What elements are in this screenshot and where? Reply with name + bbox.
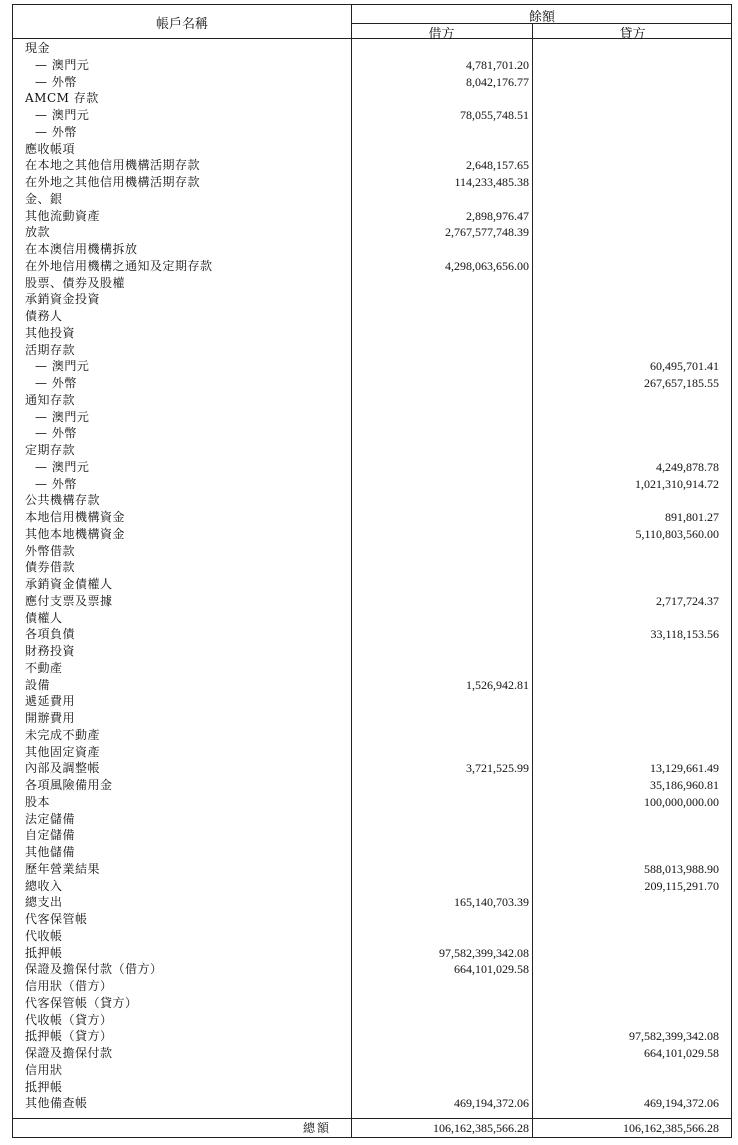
- account-name: 在本澳信用機構拆放: [25, 242, 138, 256]
- account-name: 抵押帳: [25, 1079, 63, 1094]
- account-name: 通知存款: [25, 392, 76, 407]
- table-row: [13, 1079, 731, 1096]
- account-name: — 外幣: [35, 476, 77, 491]
- table-row: [13, 626, 731, 643]
- debit-amount: 1,526,942.81: [466, 677, 529, 692]
- account-name: 不動產: [25, 660, 63, 675]
- account-name: 信用狀: [25, 1062, 63, 1077]
- table-row: [13, 760, 731, 777]
- credit-amount: 469,194,372.06: [644, 1096, 719, 1111]
- table-row: [13, 442, 731, 459]
- table-row: [13, 945, 731, 962]
- table-row: [13, 576, 731, 593]
- table-row: [13, 124, 731, 141]
- table-row: [13, 1095, 731, 1112]
- account-name: 保證及擔保付款（借方）: [25, 962, 163, 977]
- account-name: 代收帳: [25, 928, 63, 943]
- table-row: [13, 492, 731, 509]
- account-name: 應付支票及票據: [25, 593, 113, 608]
- account-name: 應收帳項: [25, 141, 76, 156]
- table-row: [13, 291, 731, 308]
- table-row: [13, 559, 731, 576]
- debit-amount: 2,648,157.65: [466, 158, 529, 173]
- table-row: [13, 928, 731, 945]
- account-name: — 外幣: [35, 376, 77, 390]
- account-name: — 澳門元: [35, 359, 90, 374]
- account-name: 信用狀（借方）: [25, 979, 113, 993]
- account-name: 本地信用機構資金: [25, 510, 126, 524]
- debit-amount: 165,140,703.39: [454, 895, 529, 910]
- account-name: 代收帳（貸方）: [25, 1012, 113, 1027]
- table-row: [13, 827, 731, 844]
- table-row: [13, 74, 731, 91]
- debit-amount: 3,721,525.99: [466, 761, 529, 776]
- account-name: 遞延費用: [25, 694, 76, 709]
- credit-amount: 60,495,701.41: [650, 359, 719, 374]
- account-name: 各項風險備用金: [25, 778, 113, 792]
- table-row: [13, 476, 731, 493]
- table-row: [13, 208, 731, 225]
- account-name: 外幣借款: [25, 543, 76, 558]
- table-row: [13, 794, 731, 811]
- account-name-header: 帳戶名稱: [155, 17, 208, 32]
- account-name: 代客保管帳: [25, 912, 88, 926]
- table-row: [13, 57, 731, 74]
- account-name: 其他流動資產: [25, 208, 101, 223]
- debit-amount: 4,298,063,656.00: [445, 258, 529, 273]
- debit-amount: 8,042,176.77: [466, 74, 529, 89]
- table-row: [13, 844, 731, 861]
- table-row: [13, 777, 731, 794]
- credit-amount: 1,021,310,914.72: [635, 476, 719, 491]
- debit-amount: 78,055,748.51: [460, 108, 529, 122]
- account-name: 財務投資: [25, 644, 76, 658]
- account-name: — 外幣: [35, 124, 77, 139]
- total-label: 總額: [303, 1121, 332, 1135]
- account-name: 保證及擔保付款: [25, 1046, 113, 1060]
- table-row: [13, 677, 731, 694]
- account-name: AMCM 存款: [25, 91, 99, 106]
- table-row: [13, 392, 731, 409]
- account-name: — 澳門元: [35, 57, 90, 72]
- credit-amount: 5,110,803,560.00: [635, 526, 719, 541]
- account-name: 在外地之其他信用機構活期存款: [25, 175, 201, 189]
- account-name: 債券借款: [25, 560, 76, 575]
- account-name: — 外幣: [35, 426, 77, 441]
- account-name: 活期存款: [25, 342, 76, 357]
- credit-header: 貸方: [619, 27, 646, 42]
- table-row: [13, 1012, 731, 1029]
- credit-amount: 664,101,029.58: [644, 1046, 719, 1060]
- account-name: 歷年營業結果: [25, 861, 101, 876]
- account-name: 股票、債券及股權: [25, 275, 126, 290]
- account-name: 開辦費用: [25, 711, 76, 725]
- debit-amount: 469,194,372.06: [454, 1096, 529, 1111]
- account-name: 債權人: [25, 610, 63, 625]
- account-name: 承銷資金債權人: [25, 577, 113, 591]
- debit-amount: 2,898,976.47: [466, 208, 529, 223]
- credit-amount: 33,118,153.56: [650, 627, 719, 642]
- account-name: 放款: [25, 225, 51, 240]
- table-row: [13, 660, 731, 677]
- account-name: 總支出: [25, 895, 63, 910]
- table-row: [13, 710, 731, 727]
- table-row: [13, 693, 731, 710]
- account-name: 法定儲備: [25, 811, 76, 826]
- table-row: [13, 224, 731, 241]
- table-row: [13, 275, 731, 292]
- total-debit: 106,162,385,566.28: [433, 1121, 529, 1135]
- credit-amount: 209,115,291.70: [644, 878, 719, 893]
- account-name: 其他儲備: [25, 845, 76, 859]
- account-name: 在外地信用機構之通知及定期存款: [25, 258, 213, 273]
- table-row: [13, 610, 731, 627]
- balance-header: 餘額: [528, 10, 555, 25]
- account-name: 自定儲備: [25, 828, 76, 843]
- table-row: [13, 543, 731, 560]
- credit-amount: 35,186,960.81: [650, 778, 719, 792]
- table-row: [13, 157, 731, 174]
- table-row: [13, 894, 731, 911]
- table-row: [13, 509, 731, 526]
- table-row: [13, 174, 731, 191]
- account-name: 現金: [25, 41, 51, 55]
- account-name: 抵押帳: [25, 945, 63, 960]
- table-row: [13, 325, 731, 342]
- table-row: [13, 811, 731, 828]
- credit-amount: 267,657,185.55: [644, 376, 719, 390]
- table-row: [13, 878, 731, 895]
- table-row: [13, 358, 731, 375]
- credit-amount: 4,249,878.78: [656, 459, 719, 474]
- table-row: [13, 375, 731, 392]
- debit-amount: 114,233,485.38: [454, 175, 529, 189]
- debit-amount: 4,781,701.20: [466, 57, 529, 72]
- debit-amount: 664,101,029.58: [454, 962, 529, 977]
- account-name: 承銷資金投資: [25, 292, 101, 307]
- account-name: 總收入: [25, 878, 63, 893]
- account-name: 債務人: [25, 309, 63, 323]
- table-row: [13, 258, 731, 275]
- account-name: 其他備查帳: [25, 1096, 88, 1111]
- debit-amount: 2,767,577,748.39: [445, 225, 529, 240]
- account-name: 內部及調整帳: [25, 761, 101, 776]
- account-name: 金、銀: [25, 191, 63, 206]
- credit-amount: 2,717,724.37: [656, 593, 719, 608]
- table-row: [13, 409, 731, 426]
- account-name: 其他固定資產: [25, 744, 101, 759]
- account-name: — 澳門元: [35, 459, 90, 474]
- table-row: [13, 744, 731, 761]
- account-name: 其他本地機構資金: [25, 526, 126, 541]
- debit-header: 借方: [428, 27, 455, 42]
- credit-amount: 97,582,399,342.08: [629, 1029, 719, 1044]
- account-name: 抵押帳（貸方）: [25, 1029, 113, 1044]
- table-row: [13, 727, 731, 744]
- credit-amount: 891,801.27: [665, 510, 719, 524]
- account-name: — 澳門元: [35, 409, 90, 424]
- account-name: — 外幣: [35, 74, 77, 89]
- table-row: [13, 191, 731, 208]
- total-credit: 106,162,385,566.28: [623, 1121, 719, 1135]
- table-row: [13, 593, 731, 610]
- table-row: [13, 1062, 731, 1079]
- balance-sheet-table: [12, 4, 732, 1138]
- account-name: 股本: [25, 794, 51, 809]
- account-name: 未完成不動產: [25, 727, 101, 742]
- table-row: [13, 425, 731, 442]
- table-row: [13, 1028, 731, 1045]
- table-row: [13, 459, 731, 476]
- account-name: — 澳門元: [35, 108, 90, 122]
- table-row: [13, 90, 731, 107]
- table-row: [13, 643, 731, 660]
- account-name: 公共機構存款: [25, 493, 101, 508]
- table-row: [13, 995, 731, 1012]
- table-row: [13, 308, 731, 325]
- table-row: [13, 241, 731, 258]
- table-row: [13, 107, 731, 124]
- table-row: [13, 141, 731, 158]
- table-row: [13, 526, 731, 543]
- debit-amount: 97,582,399,342.08: [439, 945, 529, 960]
- table-row: [13, 342, 731, 359]
- table-row: [13, 861, 731, 878]
- account-name: 設備: [25, 677, 51, 692]
- credit-amount: 13,129,661.49: [650, 761, 719, 776]
- total-row: [13, 1119, 731, 1137]
- account-name: 代客保管帳（貸方）: [25, 995, 138, 1010]
- credit-amount: 100,000,000.00: [644, 794, 719, 809]
- table-row: [13, 911, 731, 928]
- table-row: [13, 961, 731, 978]
- table-row: [13, 1045, 731, 1062]
- account-name: 在本地之其他信用機構活期存款: [25, 158, 201, 173]
- account-name: 其他投資: [25, 325, 76, 340]
- credit-amount: 588,013,988.90: [644, 861, 719, 876]
- table-row: [13, 40, 731, 57]
- account-name: 定期存款: [25, 443, 76, 457]
- table-row: [13, 978, 731, 995]
- account-name: 各項負債: [25, 627, 76, 642]
